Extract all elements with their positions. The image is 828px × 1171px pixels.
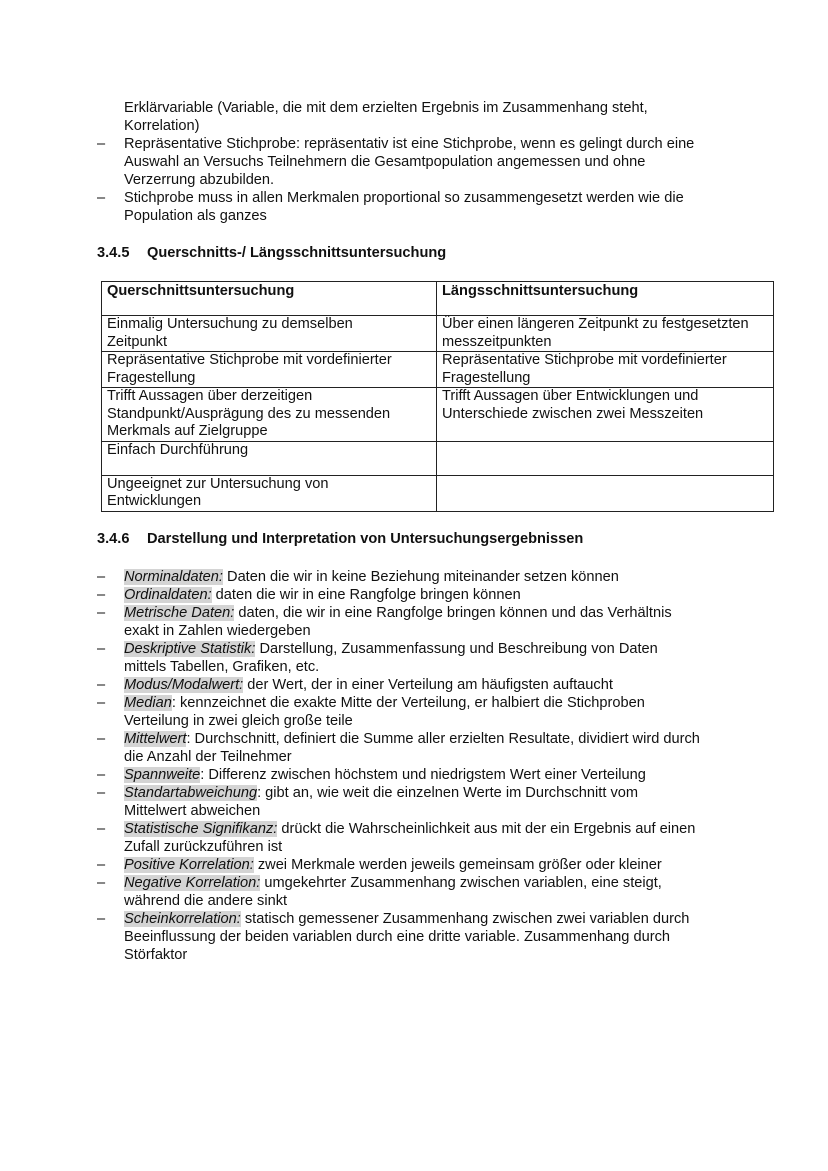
definition-text: statisch gemessener Zusammenhang zwischen zwei variablen durch	[240, 911, 690, 927]
cell-line: Einmalig Untersuchung zu demselben	[107, 316, 353, 332]
cell-line: Entwicklungen	[107, 493, 202, 509]
list-item-line: Auswahl an Versuchs Teilnehmern die Gesamtpopulation angemessen und ohne	[124, 154, 646, 170]
definition-continuation: während die andere sinkt	[124, 893, 288, 909]
intro-continuation-line: Korrelation)	[124, 118, 200, 134]
definition-text: : kennzeichnet die exakte Mitte der Verteilung, er halbiert die Stichproben	[171, 695, 645, 711]
table-cell	[102, 352, 437, 388]
list-item-line: Repräsentative Stichprobe: repräsentativ ist eine Stichprobe, wenn es gelingt durch eine	[124, 136, 695, 152]
definition-text: umgekehrter Zusammenhang zwischen variablen, eine steigt,	[260, 875, 662, 891]
cell-line: Standpunkt/Ausprägung des zu messenden	[107, 405, 391, 422]
definition-item	[97, 568, 757, 586]
cell-line: Einfach Durchführung	[107, 441, 249, 458]
definition-continuation: Beeinflussung der beiden variablen durch eine dritte variable. Zusammenhang durch	[124, 929, 670, 945]
definition-item	[97, 766, 757, 784]
table-cell-empty	[437, 441, 774, 475]
definition-term: Median	[124, 695, 172, 711]
definition-item	[97, 856, 757, 874]
dash-bullet: –	[97, 767, 106, 783]
definition-term: Statistische Signifikanz:	[124, 821, 278, 837]
definition-text: : Differenz zwischen höchstem und niedrigstem Wert einer Verteilung	[200, 767, 646, 783]
table-cell	[437, 316, 774, 352]
cell-line: Unterschiede zwischen zwei Messzeiten	[442, 405, 704, 422]
dash-bullet: –	[97, 857, 106, 873]
definition-item	[97, 586, 757, 604]
definition-item	[97, 874, 757, 910]
dash-bullet: –	[97, 911, 106, 927]
intro-block	[97, 99, 757, 225]
definition-continuation: Mittelwert abweichen	[124, 803, 261, 819]
table-cell	[437, 388, 774, 442]
dash-bullet: –	[97, 875, 106, 891]
definition-item	[97, 604, 757, 640]
definition-continuation: Verteilung in zwei gleich große teile	[124, 713, 353, 729]
dash-bullet: –	[97, 605, 106, 621]
definition-term: Deskriptive Statistik:	[124, 641, 256, 657]
definition-term: Norminaldaten:	[124, 569, 223, 585]
list-item	[97, 135, 757, 189]
table-cell	[102, 475, 437, 511]
list-item-line: Stichprobe muss in allen Merkmalen proportional so zusammengesetzt werden wie die	[124, 190, 684, 206]
dash-bullet: –	[97, 677, 106, 693]
definition-term: Modus/Modalwert:	[124, 677, 244, 693]
definition-item	[97, 640, 757, 676]
intro-continuation-line: Erklärvariable (Variable, die mit dem erzielten Ergebnis im Zusammenhang steht,	[124, 100, 648, 116]
table-row	[102, 388, 774, 442]
definition-item	[97, 784, 757, 820]
cell-line: Über einen längeren Zeitpunkt zu festgesetzten	[442, 316, 749, 332]
definition-term: Positive Korrelation:	[124, 857, 254, 873]
cell-line: Merkmals auf Zielgruppe	[107, 423, 268, 439]
table-row	[102, 352, 774, 388]
dash-bullet: –	[97, 785, 106, 801]
dash-bullet: –	[97, 136, 106, 152]
definition-text: zwei Merkmale werden jeweils gemeinsam größer oder kleiner	[253, 857, 662, 873]
dash-bullet: –	[97, 569, 106, 585]
definition-text: daten, die wir in eine Rangfolge bringen können und das Verhältnis	[234, 605, 672, 621]
definition-item	[97, 910, 757, 964]
definition-text: daten die wir in eine Rangfolge bringen können	[211, 587, 521, 603]
definition-term: Mittelwert	[124, 731, 187, 747]
table-cell	[437, 352, 774, 388]
table-cell	[102, 316, 437, 352]
cell-line: Zeitpunkt	[107, 333, 168, 350]
cell-line: Repräsentative Stichprobe mit vordefinierter	[442, 352, 727, 368]
table-cell-empty	[437, 475, 774, 511]
definition-text: drückt die Wahrscheinlichkeit aus mit der ein Ergebnis auf einen	[277, 821, 696, 837]
cell-line: Trifft Aussagen über Entwicklungen und	[442, 388, 699, 404]
dash-bullet: –	[97, 731, 106, 747]
definition-text: : Durchschnitt, definiert die Summe aller erzielten Resultate, dividiert wird durch	[186, 731, 700, 747]
cell-line: Repräsentative Stichprobe mit vordefinierter	[107, 352, 392, 368]
comparison-table	[101, 281, 774, 512]
list-item-line: Verzerrung abzubilden.	[124, 172, 275, 188]
definition-continuation: Zufall zurückzuführen ist	[124, 839, 283, 855]
section-heading-3-4-6	[97, 530, 583, 548]
table-row	[102, 475, 774, 511]
section-title: Darstellung und Interpretation von Untersuchungsergebnissen	[147, 531, 584, 547]
table-row	[102, 316, 774, 352]
dash-bullet: –	[97, 695, 106, 711]
table-header-row	[102, 282, 774, 316]
definition-text: der Wert, der in einer Verteilung am häufigsten auftaucht	[243, 677, 613, 693]
section-heading-3-4-5	[97, 244, 446, 262]
table-header-cell: Querschnittsuntersuchung	[102, 282, 437, 316]
section-number: 3.4.6	[97, 531, 130, 547]
definition-term: Metrische Daten:	[124, 605, 235, 621]
definition-text: Daten die wir in keine Beziehung miteinander setzen können	[222, 569, 619, 585]
cell-line: Fragestellung	[107, 369, 196, 386]
list-item	[97, 189, 757, 225]
section-title: Querschnitts-/ Längsschnittsuntersuchung	[147, 245, 447, 261]
definition-item	[97, 730, 757, 766]
definition-text: Darstellung, Zusammenfassung und Beschreibung von Daten	[255, 641, 658, 657]
table-cell	[102, 441, 437, 475]
dash-bullet: –	[97, 641, 106, 657]
definition-term: Standartabweichung	[124, 785, 258, 801]
cell-line: messzeitpunkten	[442, 333, 552, 350]
section-number: 3.4.5	[97, 245, 130, 261]
definition-list	[97, 568, 757, 964]
cell-line: Trifft Aussagen über derzeitigen	[107, 388, 313, 404]
definition-term: Ordinaldaten:	[124, 587, 212, 603]
definition-item	[97, 694, 757, 730]
definition-term: Spannweite	[124, 767, 201, 783]
dash-bullet: –	[97, 587, 106, 603]
dash-bullet: –	[97, 821, 106, 837]
definition-continuation: exakt in Zahlen wiedergeben	[124, 623, 311, 639]
definition-text: : gibt an, wie weit die einzelnen Werte im Durchschnitt vom	[257, 785, 639, 801]
dash-bullet: –	[97, 190, 106, 206]
definition-term: Scheinkorrelation:	[124, 911, 241, 927]
table-header-cell: Längsschnittsuntersuchung	[437, 282, 774, 316]
definition-continuation: mittels Tabellen, Grafiken, etc.	[124, 659, 320, 675]
list-item-line: Population als ganzes	[124, 208, 267, 224]
definition-continuation: die Anzahl der Teilnehmer	[124, 749, 292, 765]
cell-line: Fragestellung	[442, 369, 531, 386]
definition-item	[97, 820, 757, 856]
table-cell	[102, 388, 437, 442]
definition-item	[97, 676, 757, 694]
definition-term: Negative Korrelation:	[124, 875, 261, 891]
table-row	[102, 441, 774, 475]
definition-continuation: Störfaktor	[124, 947, 188, 963]
cell-line: Ungeeignet zur Untersuchung von	[107, 475, 329, 492]
